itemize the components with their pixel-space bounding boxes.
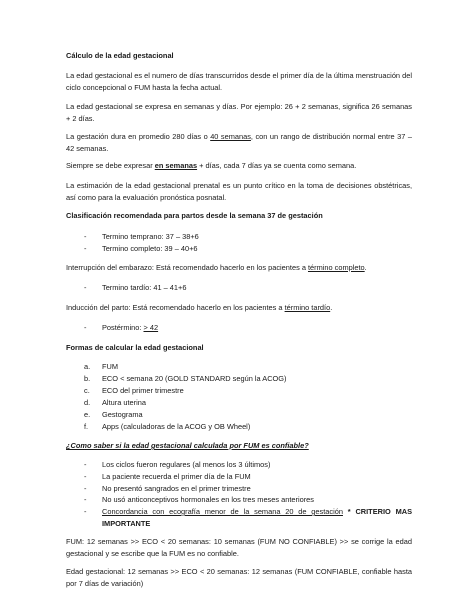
list-marker: d.: [84, 398, 91, 407]
post-term-value: > 42: [143, 323, 159, 332]
list-item-method: Apps (calculadoras de la ACOG y OB Wheel): [102, 422, 251, 431]
list-item-criterion-key: [102, 506, 412, 529]
dash-marker: -: [84, 323, 87, 332]
heading-reliability: ¿Como saber si la edad gestacional calculada por FUM es confiable?: [66, 441, 309, 450]
induction-text-post: .: [330, 303, 333, 312]
paragraph-expression: La edad gestacional se expresa en semanas y días. Por ejemplo: 26 + 2 semanas, significa 26 semanas + 2 días.: [66, 102, 412, 123]
list-item-full-term: Termino completo: 39 – 40+6: [102, 244, 198, 253]
paragraph-duration: [66, 131, 412, 154]
list-item-criterion: No presentó sangrados en el primer trimestre: [102, 484, 251, 493]
document-title: Cálculo de la edad gestacional: [66, 51, 174, 60]
dash-marker: -: [84, 495, 87, 504]
dash-marker: -: [84, 460, 87, 469]
dash-marker: -: [84, 472, 87, 481]
heading-classification: Clasificación recomendada para partos desde la semana 37 de gestación: [66, 211, 323, 220]
list-item-method: Altura uterina: [102, 398, 146, 407]
dash-marker: -: [84, 232, 87, 241]
list-item-method: Gestograma: [102, 410, 143, 419]
interruption-text-post: .: [364, 263, 367, 272]
weeks-emphasis: en semanas: [154, 161, 198, 170]
list-item-method: FUM: [102, 362, 119, 371]
list-item-late-term: Termino tardío: 41 – 41+6: [102, 283, 187, 292]
induction-underlined: término tardío: [284, 303, 331, 312]
dash-marker: -: [84, 507, 87, 516]
list-item-criterion: No usó anticonceptivos hormonales en los tres meses anteriores: [102, 495, 314, 504]
duration-text-post: , con un rango de distribución normal entre 37 – 42 semanas.: [66, 132, 412, 153]
list-item-post-term: [102, 322, 158, 334]
paragraph-example-unreliable: FUM: 12 semanas >> ECO < 20 semanas: 10 semanas (FUM NO CONFIABLE) >> se corrige la edad gestacional y se escribe que la FUM es no confiable.: [66, 537, 412, 558]
weeks-text-post: + días, cada 7 días ya se cuenta como semana.: [197, 161, 357, 170]
paragraph-definition: La edad gestacional es el numero de días transcurridos desde el primer día de la última menstruación del ciclo concepcional o FUM hasta la fecha actual.: [66, 71, 412, 92]
list-marker: f.: [84, 422, 89, 431]
duration-text-pre: La gestación dura en promedio 280 días o: [66, 132, 211, 141]
paragraph-interruption: [66, 262, 412, 274]
interruption-underlined: término completo: [307, 263, 365, 272]
paragraph-induction: [66, 302, 412, 314]
post-term-label: Postérmino:: [102, 323, 144, 332]
criterion-key-note: * CRITERIO MAS IMPORTANTE: [102, 507, 413, 528]
list-marker: e.: [84, 410, 91, 419]
dash-marker: -: [84, 484, 87, 493]
dash-marker: -: [84, 283, 87, 292]
list-item-method: ECO del primer trimestre: [102, 386, 184, 395]
paragraph-example-reliable: Edad gestacional: 12 semanas >> ECO < 20 semanas: 12 semanas (FUM CONFIABLE, confiable hasta por 7 días de variación): [66, 567, 412, 588]
list-marker: a.: [84, 362, 91, 371]
heading-methods: Formas de calcular la edad gestacional: [66, 343, 204, 352]
list-item-method: ECO < semana 20 (GOLD STANDARD según la ACOG): [102, 374, 287, 383]
criterion-key-underlined: Concordancia con ecografía menor de la semana 20 de gestación: [102, 507, 343, 516]
list-marker: b.: [84, 374, 91, 383]
induction-text-pre: Inducción del parto: Está recomendado hacerlo en los pacientes a: [66, 303, 285, 312]
paragraph-weeks: [66, 160, 412, 172]
paragraph-estimation: La estimación de la edad gestacional prenatal es un punto crítico en la toma de decisiones obstétricas, así como para la evaluación pronóstica posnatal.: [66, 181, 412, 202]
interruption-text-pre: Interrupción del embarazo: Está recomendado hacerlo en los pacientes a: [66, 263, 308, 272]
dash-marker: -: [84, 244, 87, 253]
list-item-criterion: Los ciclos fueron regulares (al menos los 3 últimos): [102, 460, 271, 469]
duration-underlined: 40 semanas: [210, 132, 251, 141]
weeks-text-pre: Siempre se debe expresar: [66, 161, 155, 170]
list-marker: c.: [84, 386, 90, 395]
list-item-early-term: Termino temprano: 37 – 38+6: [102, 232, 199, 241]
list-item-criterion: La paciente recuerda el primer día de la FUM: [102, 472, 251, 481]
